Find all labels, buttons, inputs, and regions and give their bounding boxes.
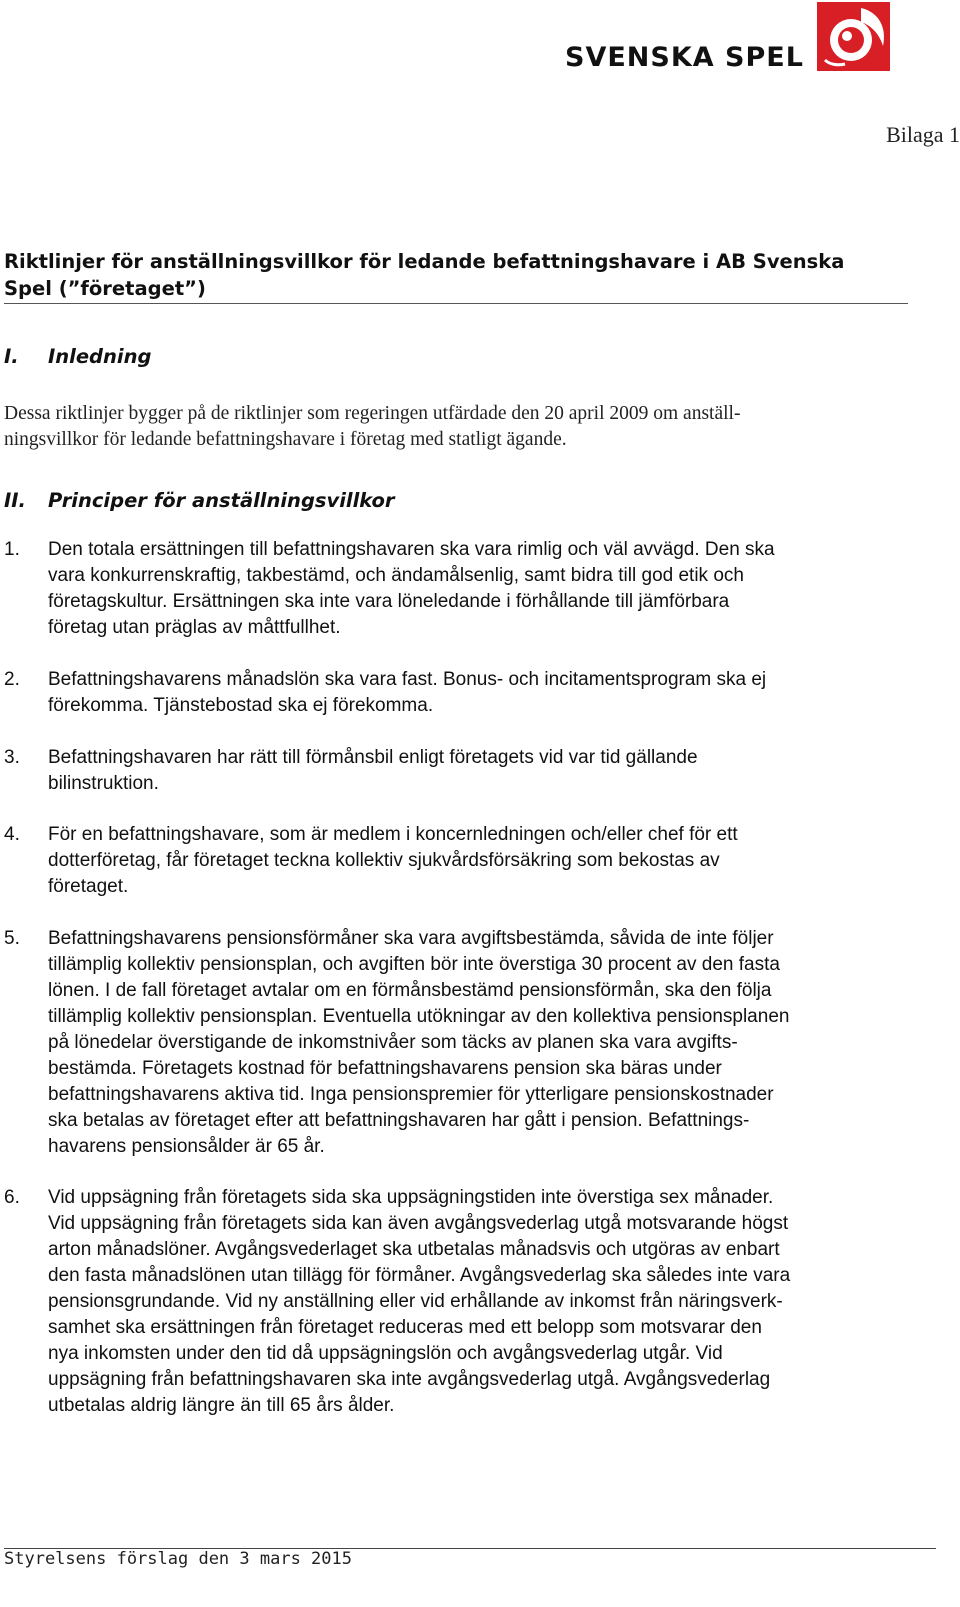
item-number: 3.	[4, 747, 20, 768]
item-line: Befattningshavarens pensionsförmåner ska vara avgiftsbestämda, såvida de inte följer	[48, 928, 774, 949]
intro-line: Dessa riktlinjer bygger på de riktlinjer som regeringen utfärdade den 20 april 2009 om anställ-	[4, 403, 741, 424]
item-line: Vid uppsägning från företagets sida ska uppsägningstiden inte överstiga sex månader.	[48, 1187, 774, 1208]
item-text	[48, 1185, 934, 1419]
item-line: havarens pensionsålder är 65 år.	[48, 1136, 325, 1157]
principle-item	[4, 667, 934, 719]
principle-item	[4, 822, 934, 900]
item-line: Vid uppsägning från företagets sida kan även avgångsvederlag utgå motsvarande högst	[48, 1213, 789, 1234]
item-line: För en befattningshavare, som är medlem i koncernledningen och/eller chef för ett	[48, 824, 738, 845]
item-line: bilinstruktion.	[48, 773, 159, 794]
logo-emblem-icon	[817, 2, 890, 71]
item-text	[48, 537, 934, 641]
item-line: dotterföretag, får företaget teckna kollektiv sjukvårdsförsäkring som bekostas av	[48, 850, 720, 871]
item-line: tillämplig kollektiv pensionsplan. Eventuella utökningar av den kollektiva pensionsplanen	[48, 1006, 790, 1027]
principle-item	[4, 926, 934, 1160]
item-line: vara konkurrenskraftig, takbestämd, och ändamålsenlig, samt bidra till god etik och	[48, 565, 744, 586]
section-title: Inledning	[48, 345, 152, 368]
item-line: pensionsgrundande. Vid ny anställning eller vid erhållande av inkomst från näringsverk-	[48, 1291, 783, 1312]
item-number: 5.	[4, 928, 20, 949]
item-line: företagskultur. Ersättningen ska inte vara löneledande i förhållande till jämförbara	[48, 591, 730, 612]
item-line: samhet ska ersättningen från företaget reduceras med ett belopp som motsvarar den	[48, 1317, 762, 1338]
section-number: II.	[4, 489, 26, 512]
item-line: Den totala ersättningen till befattningshavaren ska vara rimlig och väl avvägd. Den ska	[48, 539, 775, 560]
title-line: Riktlinjer för anställningsvillkor för ledande befattningshavare i AB Svenska	[4, 250, 845, 273]
attachment-label: Bilaga 1	[886, 122, 960, 147]
item-number: 4.	[4, 824, 20, 845]
item-line: befattningshavarens aktiva tid. Inga pensionspremier för ytterligare pensionskostnader	[48, 1084, 774, 1105]
item-line: den fasta månadslönen utan tillägg för förmåner. Avgångsvederlag ska således inte vara	[48, 1265, 791, 1286]
section-number: I.	[4, 345, 19, 368]
document-title	[4, 248, 904, 302]
principle-item	[4, 1185, 934, 1419]
section-title: Principer för anställningsvillkor	[48, 489, 395, 512]
item-line: ska betalas av företaget efter att befattningshavaren har gått i pension. Befattnings-	[48, 1110, 750, 1131]
item-text	[48, 667, 934, 719]
item-line: tillämplig kollektiv pensionsplan, och avgiften bör inte överstiga 30 procent av den fasta	[48, 954, 780, 975]
intro-line: ningsvillkor för ledande befattningshavare i företag med statligt ägande.	[4, 429, 567, 450]
item-line: företaget.	[48, 876, 129, 897]
intro-paragraph	[4, 401, 919, 453]
item-line: Befattningshavaren har rätt till förmånsbil enligt företagets vid var tid gällande	[48, 747, 698, 768]
item-text	[48, 745, 934, 797]
item-line: Befattningshavarens månadslön ska vara fast. Bonus- och incitamentsprogram ska ej	[48, 669, 767, 690]
item-line: företag utan präglas av måttfullhet.	[48, 617, 341, 638]
item-line: lönen. I de fall företaget avtalar om en förmånsbestämd pensionsförmån, ska den följa	[48, 980, 772, 1001]
item-line: på lönedelar överstigande de inkomstnivåer som täcks av planen ska vara avgifts-	[48, 1032, 738, 1053]
title-divider	[4, 303, 908, 304]
principle-item	[4, 745, 934, 797]
section-heading-principles	[4, 488, 395, 514]
section-heading-introduction	[4, 344, 151, 370]
item-text	[48, 822, 934, 900]
item-line: uppsägning från befattningshavaren ska inte avgångsvederlag utgå. Avgångsvederlag	[48, 1369, 771, 1390]
principle-item	[4, 537, 934, 641]
item-line: utbetalas aldrig längre än till 65 års ålder.	[48, 1395, 395, 1416]
item-line: bestämda. Företagets kostnad för befattningshavarens pension ska bäras under	[48, 1058, 722, 1079]
item-number: 6.	[4, 1187, 20, 1208]
item-line: förekomma. Tjänstebostad ska ej förekomma.	[48, 695, 434, 716]
item-text	[48, 926, 934, 1160]
footer-text: Styrelsens förslag den 3 mars 2015	[4, 1549, 352, 1569]
item-number: 2.	[4, 669, 20, 690]
title-line: Spel (”företaget”)	[4, 277, 206, 300]
item-line: nya inkomsten under den tid då uppsägningslön och avgångsvederlag utgår. Vid	[48, 1343, 723, 1364]
svenska-spel-logo	[565, 0, 895, 75]
item-line: arton månadslöner. Avgångsvederlaget ska utbetalas månadsvis och utgöras av enbart	[48, 1239, 780, 1260]
logo-wordmark: SVENSKA SPEL	[565, 42, 804, 73]
item-number: 1.	[4, 539, 20, 560]
